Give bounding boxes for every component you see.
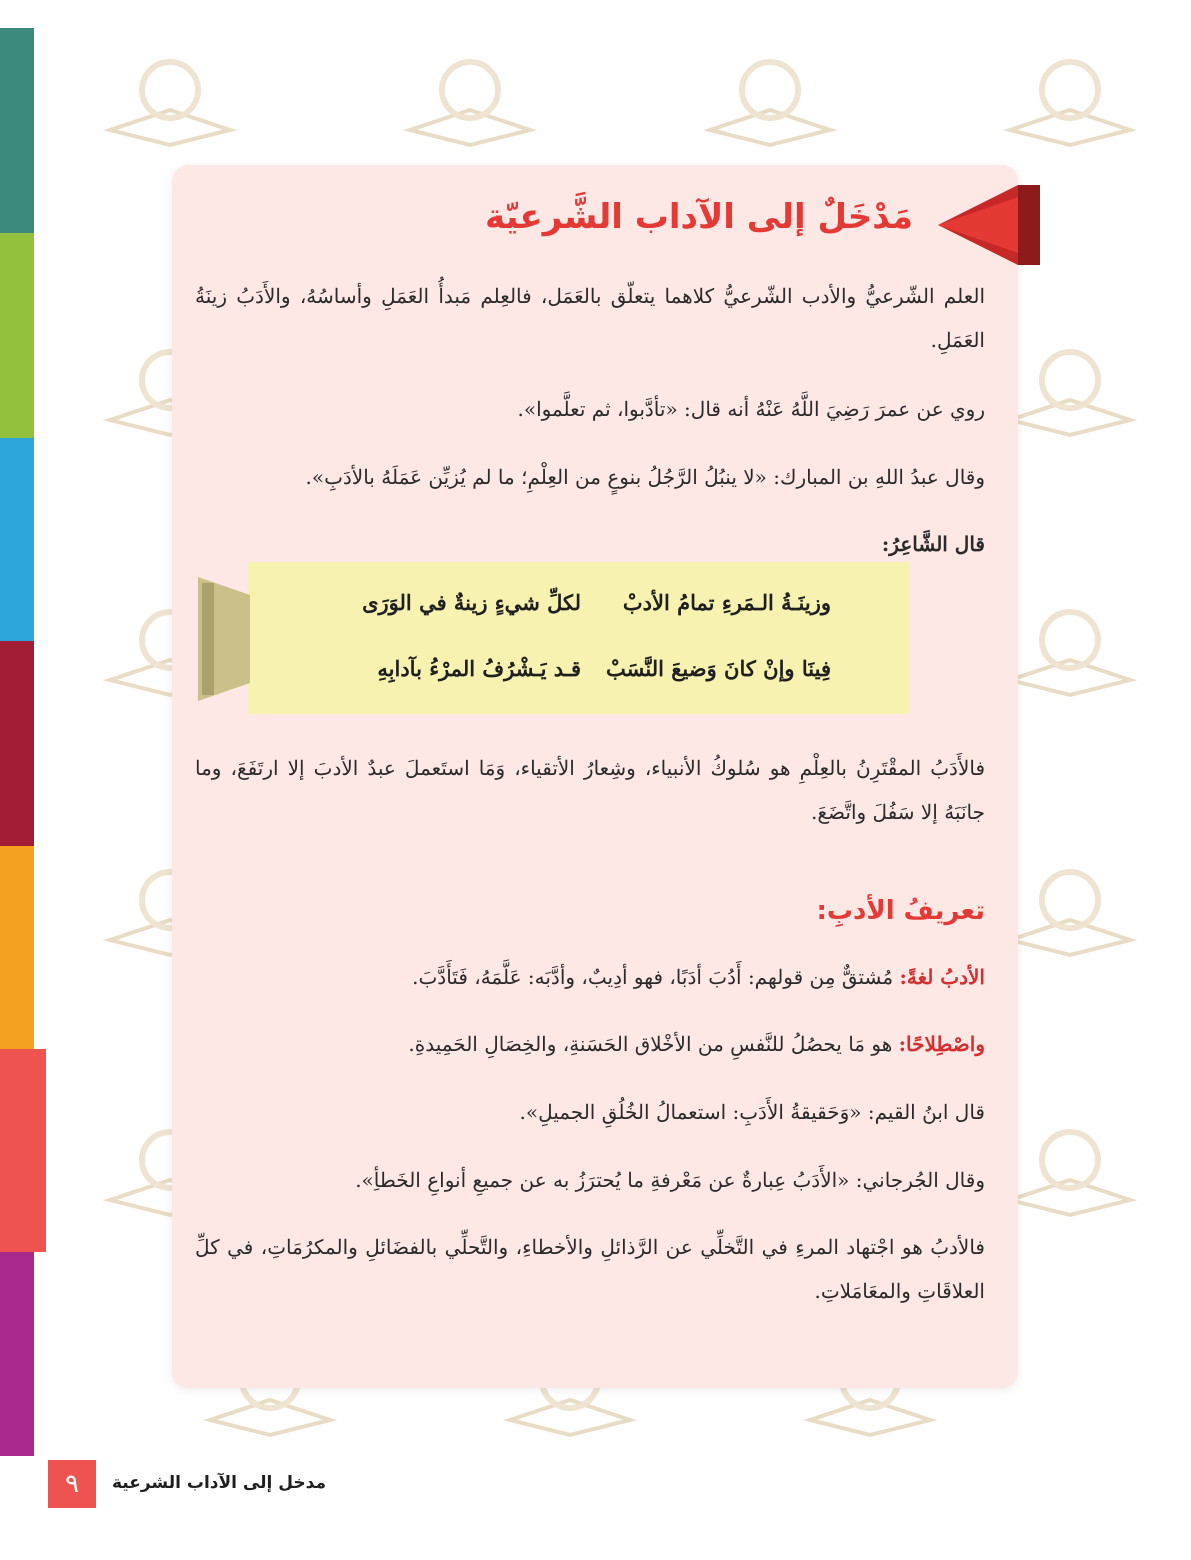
ibn-mubarak-quote: وقال عبدُ اللهِ بن المبارك: «لا ينبُلُ الرَّجُلُ بنوعٍ من العِلْمِ؛ ما لم يُزيِّن عَمَلَهُ بالأدَبِ». bbox=[305, 465, 985, 489]
ibn-qayyim-quote: قال ابنُ القيم: «وَحَقيقةُ الأَدَبِ: استعمالُ الخُلُقِ الجميلِ». bbox=[519, 1100, 985, 1124]
poem-line1-right: لكلِّ شيءٍ زينةٌ في الوَرَى bbox=[362, 590, 581, 615]
side-color-strip-active bbox=[0, 1049, 46, 1252]
poet-label: قال الشَّاعِرُ: bbox=[881, 532, 985, 556]
side-color-strip bbox=[0, 438, 34, 641]
poem-box bbox=[248, 562, 910, 714]
section-subtitle: تعريفُ الأدبِ: bbox=[816, 896, 985, 926]
technical-text: هو مَا يحصُلُ للنَّفسِ من الأخْلاق الحَسَنةِ، والخِصَالِ الحَمِيدةِ. bbox=[408, 1032, 899, 1056]
side-color-strip bbox=[0, 233, 34, 438]
page-number: ٩ bbox=[48, 1460, 96, 1508]
footer-title: مدخل إلى الآداب الشرعية bbox=[112, 1473, 327, 1493]
linguistic-definition bbox=[195, 955, 985, 999]
poem-line2-right: قـد يَـشْرُفُ المرْءُ بآدابِهِ bbox=[377, 656, 581, 681]
conclusion-paragraph: فالأدبُ هو اجْتهاد المرءِ في التَّخلِّي عن الرَّذائلِ والأخطاءِ، والتَّحلِّي بالفضَائلِ والمكرُمَاتِ، في كلِّ العلاقَاتِ والمعَامَلاتِ. bbox=[195, 1235, 985, 1303]
intro-paragraph: العلم الشّرعيُّ والأدب الشّرعيُّ كلاهما يتعلّق بالعَمَل، فالعِلم مَبدأُ العَمَلِ وأساسُهُ، والأَدَبُ زينَةُ العَمَلِ. bbox=[195, 284, 985, 352]
poem-line2-left: فِينَا وإنْ كانَ وَضيعَ النَّسَبْ bbox=[606, 656, 831, 681]
side-color-strip bbox=[0, 846, 34, 1049]
side-color-strip bbox=[0, 1252, 34, 1456]
scroll-edge-icon bbox=[198, 577, 250, 701]
linguistic-text: مُشتقٌّ مِن قولهم: أَدُبَ أدَبًا، فهو أدِيبٌ، وأدَّبَه: عَلَّمَهُ، فَتَأَدَّبَ. bbox=[412, 965, 900, 989]
poem-line1-left: وزينَـةُ الـمَرءِ تمامُ الأدبْ bbox=[622, 590, 831, 615]
technical-definition bbox=[195, 1022, 985, 1066]
page-title: مَدْخَلٌ إلى الآداب الشَّرعيّة bbox=[484, 197, 913, 237]
side-color-strip bbox=[0, 641, 34, 846]
side-color-strip bbox=[0, 28, 34, 233]
omar-quote: روي عن عمرَ رَضِيَ اللَّهُ عَنْهُ أنه قال: «تأدَّبوا، ثم تعلَّموا». bbox=[517, 397, 985, 421]
adab-virtue-paragraph: فالأَدَبُ المقْتَرِنُ بالعِلْمِ هو سُلوكُ الأنبياء، وشِعارُ الأتقياء، وَمَا استَعملَ عبدٌ الأدبَ إلا ارتَفَعَ، وما جانَبَهُ إلا سَفُلَ واتَّضَعَ. bbox=[195, 756, 985, 824]
technical-term: واصْطِلاحًا: bbox=[898, 1032, 985, 1056]
title-banner-icon bbox=[938, 185, 1040, 265]
linguistic-term: الأدبُ لغةً: bbox=[899, 965, 985, 989]
jurjani-quote: وقال الجُرجاني: «الأَدَبُ عِبارةٌ عن مَعْرفةِ ما يُحترَزُ به عن جميعِ أنواعِ الخَطأِ». bbox=[355, 1168, 985, 1192]
